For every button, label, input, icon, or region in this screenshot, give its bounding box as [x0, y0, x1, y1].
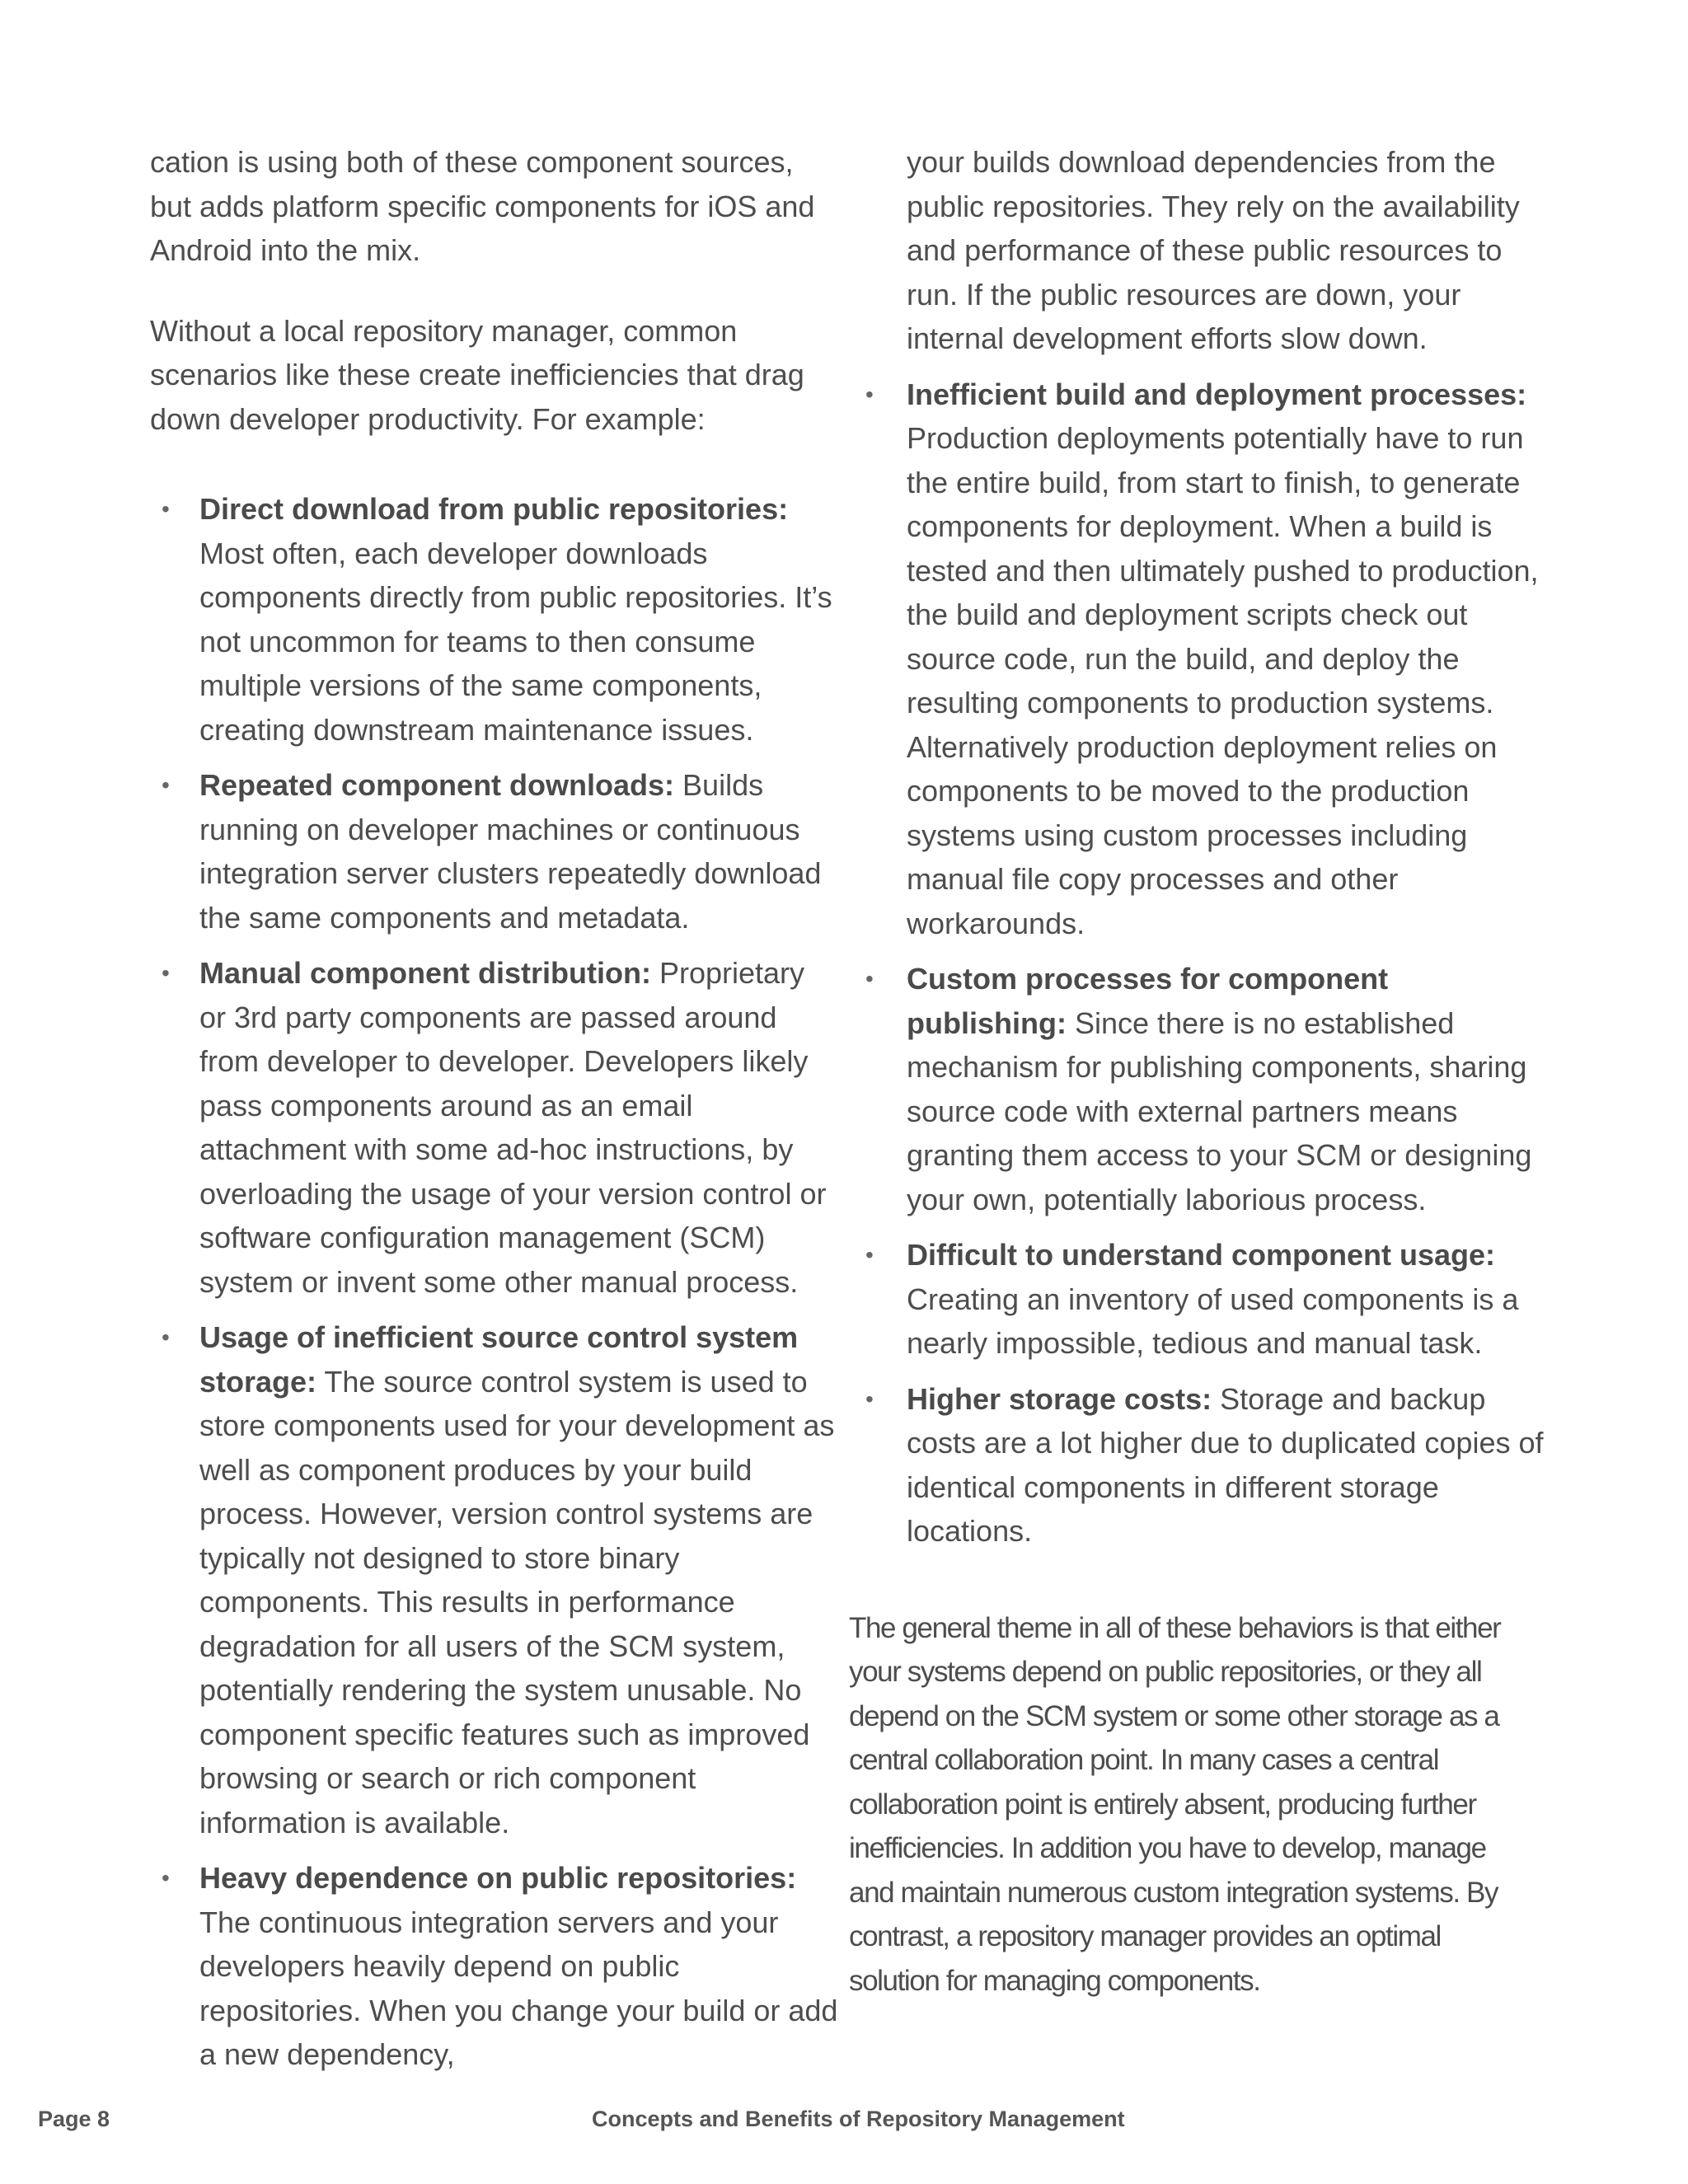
item-text: The continuous integration servers and your developers heavily depend on public repositories. When you change your build or add a new dependency, [199, 1905, 838, 2071]
item-text: Production deployments potentially have to run the entire build, from start to finish, to generate components for deployment. When a build is tested and then ultimately pushed to production, the build and deployment scripts check out source code, run the build, and deploy the resulting components to production systems. Alternatively production deployment relies on components to be moved to the production systems using custom processes including manual file copy processes and other workarounds. [907, 421, 1539, 940]
item-text: Creating an inventory of used components is a nearly impossible, tedious and manual task. [907, 1282, 1519, 1360]
item-lead: Higher storage costs: [907, 1381, 1212, 1416]
bullet-icon: • [865, 381, 874, 407]
scenario-list-right [849, 140, 1545, 1554]
left-column [150, 140, 838, 2088]
bullet-icon: • [162, 1324, 170, 1350]
item-text: Builds running on developer machines or continuous integration server clusters repeatedly download the same components and metadata. [199, 768, 822, 935]
bullet-icon: • [162, 496, 170, 522]
scenario-list-left [150, 487, 838, 2077]
item-text: Since there is no established mechanism for publishing components, sharing source code with external partners means granting them access to your SCM or designing your own, potentially laborious process. [907, 1005, 1532, 1216]
item-lead: Heavy dependence on public repositories: [199, 1861, 797, 1895]
item-text: The source control system is used to store components used for your development as well as component produces by your build process. However, version control systems are typically not designed to store binary components. This results in performance degradation for all users of the SCM system, potentially rendering the system unusable. No component specific features such as improved browsing or search or rich component information is available. [199, 1364, 835, 1840]
list-item-inefficient-build [849, 373, 1545, 946]
list-item-public-dependence [150, 1856, 838, 2077]
list-item-manual-distribution [150, 951, 838, 1304]
item-text: Storage and backup costs are a lot higher due to duplicated copies of identical components in different storage locations. [907, 1381, 1544, 1548]
bullet-icon: • [162, 1865, 170, 1891]
item-lead: Repeated component downloads: [199, 768, 675, 802]
closing-paragraph: The general theme in all of these behaviors is that either your systems depend on public repositories, or they all depend on the SCM system or some other storage as a central collaboration point. In many cases a central collaboration point is entirely absent, producing further inefficiencies. In addition you have to develop, manage and maintain numerous custom integration systems. By contrast, a repository manager provides an optimal solution for managing components. [849, 1611, 1501, 1997]
right-column [849, 140, 1545, 2003]
item-text: Proprietary or 3rd party components are passed around from developer to developer. Developers likely pass components around as an email attachment with some ad-hoc instructions, by overloading the usage of your version control or software configuration management (SCM) system or invent some other manual process. [199, 956, 827, 1299]
list-item-storage-costs [849, 1377, 1545, 1554]
list-item-repeated-downloads [150, 763, 838, 940]
item-lead: Direct download from public repositories: [199, 492, 789, 526]
bullet-icon: • [162, 772, 170, 798]
item-lead: Inefficient build and deployment processes: [907, 377, 1527, 411]
intro-paragraph-1: cation is using both of these component sources, but adds platform specific components for iOS and Android into the mix. [150, 145, 815, 267]
intro-paragraph-2: Without a local repository manager, common scenarios like these create inefficiencies that drag down developer productivity. For example: [150, 313, 804, 436]
list-item-continuation: your builds download dependencies from the public repositories. They rely on the availability and performance of these public resources to run. If the public resources are down, your internal development efforts slow down. [907, 145, 1520, 355]
page-number: Page 8 [38, 2107, 110, 2131]
bullet-icon: • [865, 1385, 874, 1412]
item-lead: Custom processes for component publishing: [907, 962, 1389, 1040]
list-item-custom-publishing [849, 957, 1545, 1221]
bullet-icon: • [865, 1242, 874, 1268]
item-lead: Manual component distribution: [199, 956, 651, 990]
running-footer-title: Concepts and Benefits of Repository Management [592, 2107, 1125, 2131]
item-text: Most often, each developer downloads components directly from public repositories. It’s not uncommon for teams to then consume multiple versions of the same components, creating downstream maintenance issues. [199, 536, 832, 747]
list-item-component-usage [849, 1233, 1545, 1366]
bullet-icon: • [865, 966, 874, 991]
bullet-icon: • [162, 960, 170, 986]
item-lead: Usage of inefficient source control system storage: [199, 1320, 799, 1399]
list-item-scm-storage [150, 1315, 838, 1844]
item-lead: Difficult to understand component usage: [907, 1238, 1496, 1272]
list-item-direct-download [150, 487, 838, 752]
